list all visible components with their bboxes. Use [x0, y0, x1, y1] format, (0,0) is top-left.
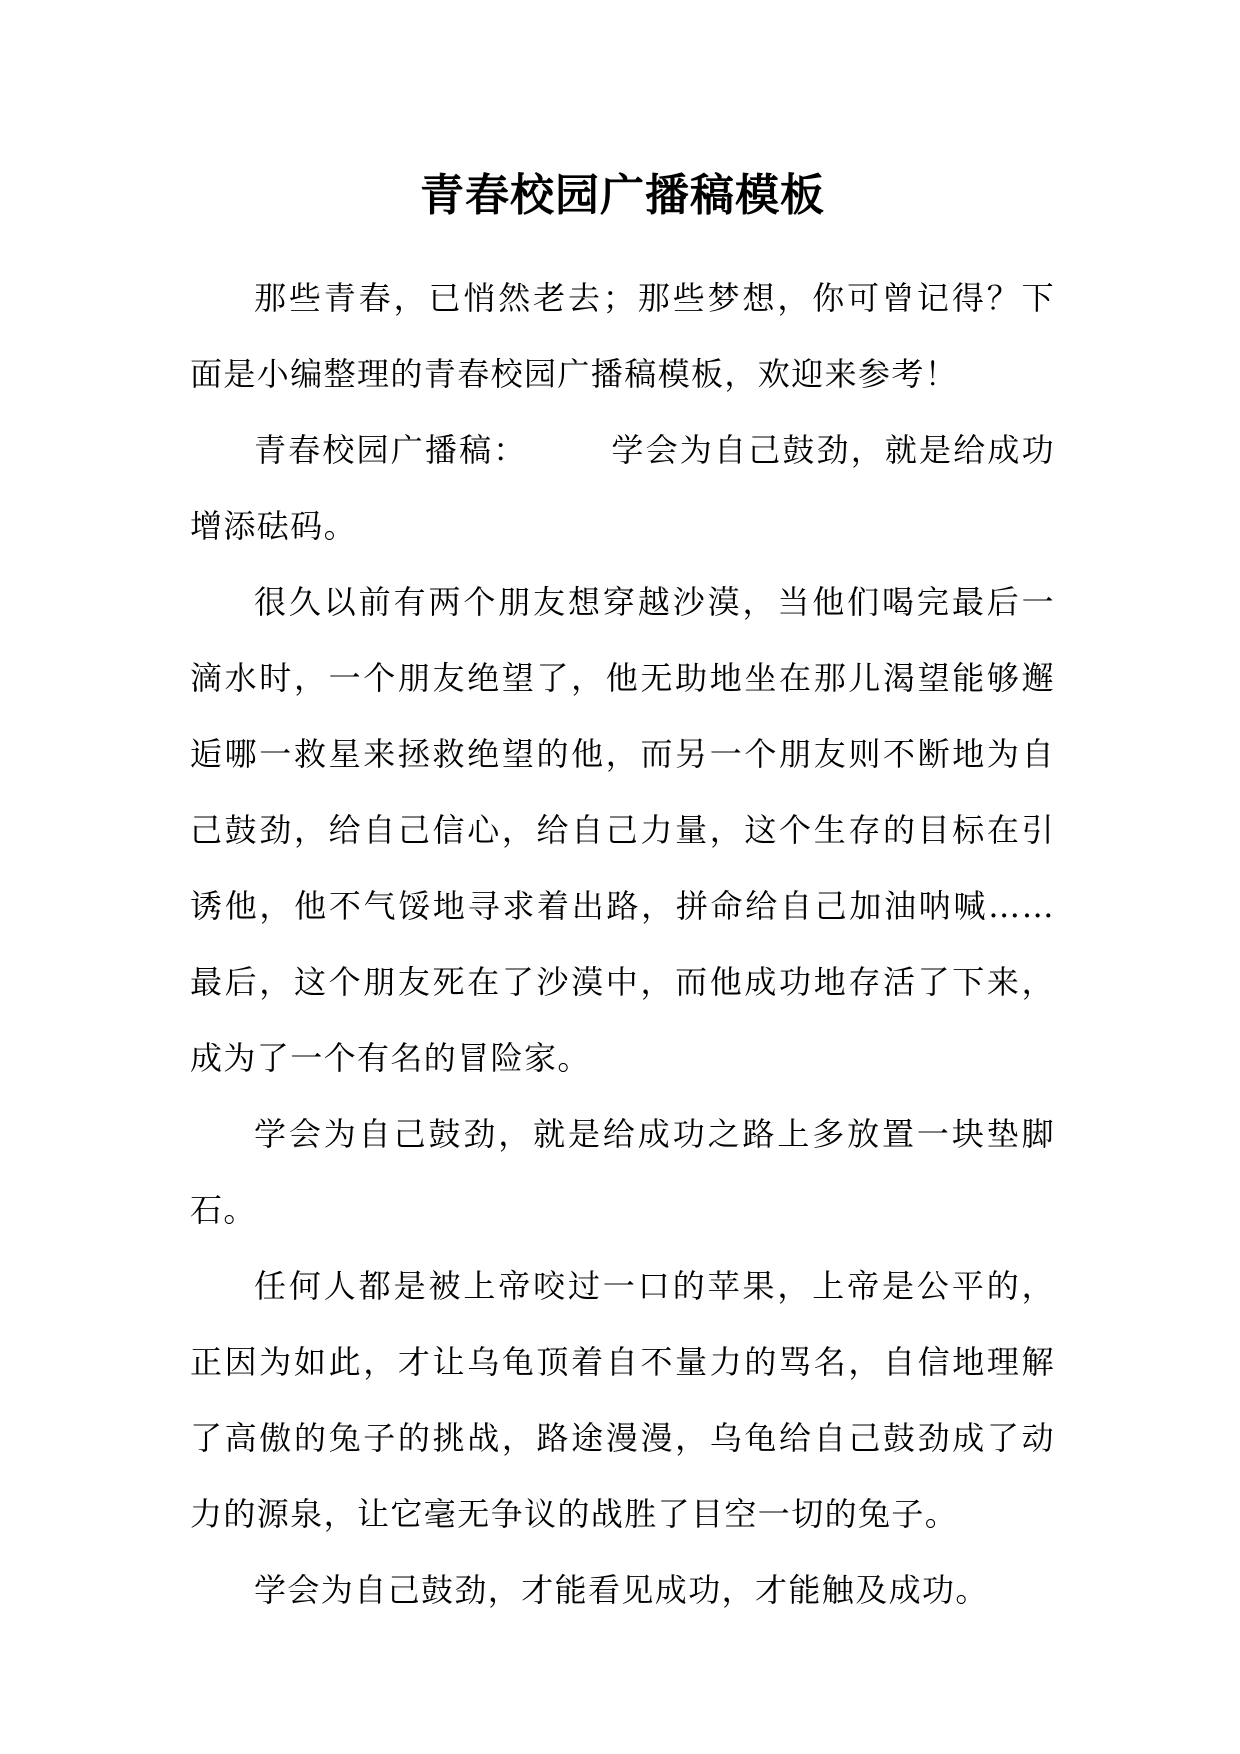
section-lead: 学会为自己鼓劲，就是给成功增添砝码。	[190, 431, 1055, 545]
document-title: 青春校园广播稿模板	[420, 170, 825, 221]
closing-paragraph: 学会为自己鼓劲，才能看见成功，才能触及成功。	[254, 1571, 989, 1609]
intro-paragraph: 那些青春，已悄然老去；那些梦想，你可曾记得？下面是小编整理的青春校园广播稿模板，欢迎来参考！	[190, 279, 1055, 393]
turtle-story-paragraph: 任何人都是被上帝咬过一口的苹果，上帝是公平的，正因为如此，才让乌龟顶着自不量力的骂名，自信地理解了高傲的兔子的挑战，路途漫漫，乌龟给自己鼓劲成了动力的源泉，让它毫无争议的战胜了目空一切的兔子。	[190, 1267, 1055, 1533]
document-body	[190, 160, 1055, 1628]
stepping-stone-paragraph: 学会为自己鼓劲，就是给成功之路上多放置一块垫脚石。	[190, 1115, 1055, 1229]
section-label: 青春校园广播稿：	[254, 431, 528, 469]
desert-story-paragraph: 很久以前有两个朋友想穿越沙漠，当他们喝完最后一滴水时，一个朋友绝望了，他无助地坐在那儿渴望能够邂逅哪一救星来拯救绝望的他，而另一个朋友则不断地为自己鼓劲，给自己信心，给自己力量，这个生存的目标在引诱他，他不气馁地寻求着出路，拼命给自己加油呐喊……最后，这个朋友死在了沙漠中，而他成功地存活了下来，成为了一个有名的冒险家。	[190, 583, 1055, 1077]
section-heading-paragraph	[190, 412, 1055, 564]
